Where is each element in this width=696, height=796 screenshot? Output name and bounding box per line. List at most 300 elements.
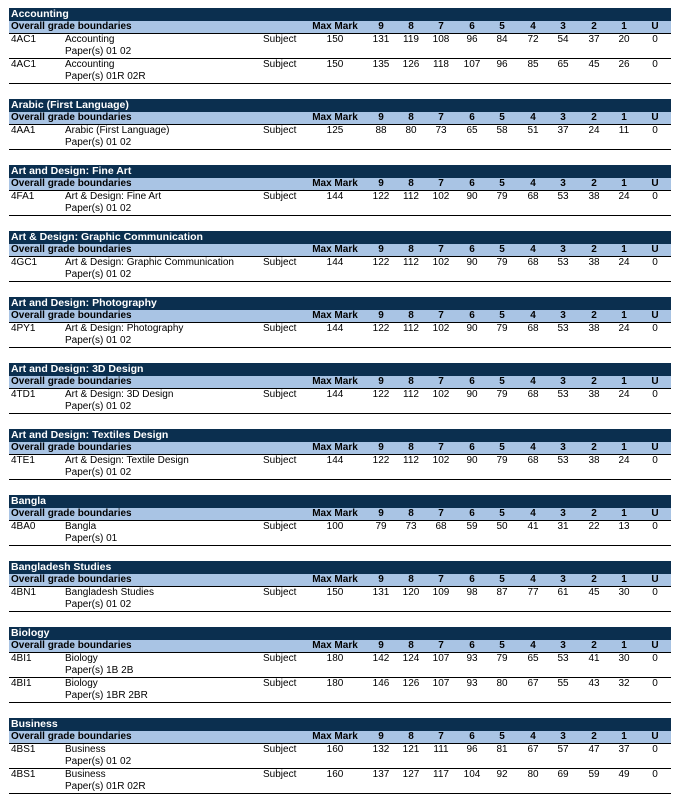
grade-header: 6: [469, 178, 475, 189]
grade-header: U: [651, 21, 659, 32]
section-title: Arabic (First Language): [9, 99, 671, 112]
grade-header: 6: [469, 112, 475, 123]
grade-boundary-value: 41: [588, 653, 600, 664]
grade-boundary-value: 68: [527, 389, 539, 400]
qualification-code: 4PY1: [11, 323, 36, 334]
grade-header: 4: [530, 442, 536, 453]
grade-boundary-value: 0: [652, 769, 658, 780]
type-label: Subject: [263, 125, 297, 136]
grade-header: 7: [438, 244, 444, 255]
papers-label: Paper(s) 01 02: [65, 599, 132, 610]
grade-boundary-value: 67: [527, 744, 539, 755]
grade-header: U: [651, 244, 659, 255]
table-row: [9, 59, 671, 84]
grade-boundary-value: 0: [652, 653, 658, 664]
papers-label: Paper(s) 01: [65, 533, 118, 544]
subject-name: Biology: [65, 678, 98, 689]
grade-header: 9: [378, 112, 384, 123]
section-gap: [9, 414, 671, 429]
grade-header: U: [651, 574, 659, 585]
grade-boundary-value: 24: [618, 191, 630, 202]
grade-boundary-value: 102: [432, 455, 450, 466]
grade-boundary-value: 93: [466, 678, 478, 689]
qualification-code: 4FA1: [11, 191, 35, 202]
grade-header: 2: [591, 244, 597, 255]
grade-header: 3: [560, 21, 566, 32]
table-row: [9, 191, 671, 216]
grade-boundary-value: 0: [652, 34, 658, 45]
grade-boundary-value: 54: [557, 34, 569, 45]
type-label: Subject: [263, 653, 297, 664]
max-mark-value: 144: [326, 389, 344, 400]
grade-boundary-value: 37: [618, 744, 630, 755]
subject-name: Accounting: [65, 59, 115, 70]
grade-boundary-value: 90: [466, 323, 478, 334]
column-header-row: [9, 640, 671, 653]
section-gap: [9, 282, 671, 297]
grade-boundary-value: 68: [527, 323, 539, 334]
subject-section: [9, 429, 671, 480]
grade-boundary-value: 119: [403, 34, 419, 45]
grade-boundary-value: 122: [372, 455, 390, 466]
subject-section: [9, 627, 671, 703]
grade-boundary-value: 0: [652, 191, 658, 202]
grade-header: 6: [469, 244, 475, 255]
grade-boundary-value: 122: [372, 389, 390, 400]
grade-header: 9: [378, 376, 384, 387]
grade-header: 6: [469, 21, 475, 32]
max-mark-header: Max Mark: [312, 731, 358, 742]
max-mark-value: 144: [326, 257, 344, 268]
grade-boundary-value: 37: [588, 34, 600, 45]
column-header-row: [9, 112, 671, 125]
grade-header: 4: [530, 508, 536, 519]
subject-name: Art & Design: Photography: [65, 323, 184, 334]
grade-header: 9: [378, 178, 384, 189]
max-mark-value: 144: [326, 455, 344, 466]
grade-boundary-value: 131: [372, 34, 390, 45]
grade-boundary-value: 0: [652, 125, 658, 136]
type-label: Subject: [263, 744, 297, 755]
grade-boundary-value: 38: [588, 257, 600, 268]
grade-header: 1: [621, 310, 627, 321]
grade-header: 1: [621, 112, 627, 123]
grade-header: 1: [621, 574, 627, 585]
section-title: Art & Design: Graphic Communication: [9, 231, 671, 244]
grade-boundary-value: 0: [652, 744, 658, 755]
grade-boundary-value: 68: [527, 455, 539, 466]
subject-section: [9, 718, 671, 794]
grade-header: 8: [408, 508, 414, 519]
grade-boundary-value: 98: [466, 587, 478, 598]
grade-boundary-value: 20: [618, 34, 630, 45]
grade-boundary-value: 112: [403, 191, 419, 202]
grade-header: 8: [408, 21, 414, 32]
grade-boundary-value: 24: [618, 389, 630, 400]
grade-header: 3: [560, 574, 566, 585]
subject-name: Bangla: [65, 521, 97, 532]
grade-boundary-value: 37: [557, 125, 569, 136]
papers-label: Paper(s) 01 02: [65, 756, 132, 767]
grade-boundary-value: 0: [652, 389, 658, 400]
grade-boundary-value: 132: [372, 744, 390, 755]
grade-boundary-value: 24: [618, 257, 630, 268]
grade-header: 5: [499, 178, 505, 189]
grade-header: 9: [378, 574, 384, 585]
grade-header: 3: [560, 244, 566, 255]
subject-name: Accounting: [65, 34, 115, 45]
table-row: [9, 521, 671, 546]
grade-boundary-value: 81: [496, 744, 508, 755]
grade-header: 9: [378, 640, 384, 651]
grade-header: 8: [408, 731, 414, 742]
qualification-code: 4BI1: [11, 653, 32, 664]
column-header-row: [9, 508, 671, 521]
grade-header: 2: [591, 310, 597, 321]
grade-boundary-value: 124: [402, 653, 420, 664]
grade-header: 7: [438, 376, 444, 387]
grade-header: 5: [499, 376, 505, 387]
grade-header: 8: [408, 112, 414, 123]
grade-boundary-value: 13: [618, 521, 630, 532]
grade-boundary-value: 38: [588, 191, 600, 202]
grade-boundary-value: 90: [466, 389, 478, 400]
table-row: [9, 678, 671, 703]
grade-boundary-value: 53: [557, 653, 569, 664]
grade-header: 1: [621, 442, 627, 453]
grade-boundary-value: 61: [557, 587, 569, 598]
grade-header: 7: [438, 21, 444, 32]
grade-boundary-value: 68: [527, 191, 539, 202]
max-mark-value: 180: [326, 653, 344, 664]
subject-name: Art & Design: Textile Design: [65, 455, 189, 466]
table-row: [9, 455, 671, 480]
subject-name: Art & Design: Graphic Communication: [65, 257, 234, 268]
papers-label: Paper(s) 01 02: [65, 335, 132, 346]
grade-header: 9: [378, 21, 384, 32]
subject-name: Business: [65, 744, 106, 755]
grade-boundary-value: 96: [466, 34, 478, 45]
grade-boundary-value: 53: [557, 455, 569, 466]
grade-boundary-value: 79: [496, 389, 508, 400]
overall-label: Overall grade boundaries: [11, 508, 132, 519]
qualification-code: 4BA0: [11, 521, 36, 532]
section-title: Art and Design: Fine Art: [9, 165, 671, 178]
overall-label: Overall grade boundaries: [11, 112, 132, 123]
grade-boundary-value: 121: [402, 744, 420, 755]
grade-header: 6: [469, 310, 475, 321]
grade-boundary-value: 41: [527, 521, 539, 532]
section-gap: [9, 546, 671, 561]
column-header-row: [9, 376, 671, 389]
table-row: [9, 653, 671, 678]
subject-section: [9, 99, 671, 150]
grade-header: 3: [560, 112, 566, 123]
overall-label: Overall grade boundaries: [11, 178, 132, 189]
grade-header: 3: [560, 508, 566, 519]
papers-label: Paper(s) 01 02: [65, 467, 132, 478]
grade-header: 4: [530, 310, 536, 321]
grade-header: 8: [408, 376, 414, 387]
type-label: Subject: [263, 678, 297, 689]
column-header-row: [9, 310, 671, 323]
grade-header: 2: [591, 442, 597, 453]
subject-section: [9, 165, 671, 216]
grade-header: 1: [621, 21, 627, 32]
grade-boundary-value: 79: [496, 323, 508, 334]
max-mark-header: Max Mark: [312, 574, 358, 585]
subject-section: [9, 495, 671, 546]
grade-boundary-value: 107: [432, 678, 450, 689]
grade-boundary-value: 24: [618, 323, 630, 334]
grade-header: 4: [530, 21, 536, 32]
grade-header: 2: [591, 574, 597, 585]
type-label: Subject: [263, 34, 297, 45]
grade-boundary-value: 38: [588, 389, 600, 400]
grade-boundary-value: 45: [588, 587, 600, 598]
grade-boundary-value: 102: [432, 191, 450, 202]
grade-boundary-value: 131: [372, 587, 390, 598]
section-title: Art and Design: 3D Design: [9, 363, 671, 376]
grade-boundary-value: 80: [496, 678, 508, 689]
overall-label: Overall grade boundaries: [11, 731, 132, 742]
qualification-code: 4BN1: [11, 587, 37, 598]
section-title: Bangladesh Studies: [9, 561, 671, 574]
qualification-code: 4AC1: [11, 34, 37, 45]
grade-header: 9: [378, 244, 384, 255]
grade-boundary-value: 49: [618, 769, 630, 780]
grade-header: 7: [438, 310, 444, 321]
type-label: Subject: [263, 769, 297, 780]
grade-boundary-value: 24: [618, 455, 630, 466]
grade-header: 2: [591, 178, 597, 189]
grade-boundary-value: 111: [433, 744, 449, 755]
grade-boundary-value: 38: [588, 455, 600, 466]
subject-section: [9, 561, 671, 612]
grade-header: 1: [621, 376, 627, 387]
subject-name: Arabic (First Language): [65, 125, 170, 136]
grade-boundary-value: 53: [557, 191, 569, 202]
grade-boundary-value: 26: [618, 59, 630, 70]
grade-boundary-value: 104: [463, 769, 481, 780]
qualification-code: 4TE1: [11, 455, 35, 466]
section-gap: [9, 480, 671, 495]
max-mark-header: Max Mark: [312, 640, 358, 651]
section-gap: [9, 84, 671, 99]
grade-header: 1: [621, 640, 627, 651]
grade-boundary-value: 88: [375, 125, 387, 136]
grade-header: 8: [408, 244, 414, 255]
subject-name: Business: [65, 769, 106, 780]
max-mark-value: 125: [326, 125, 344, 136]
grade-boundary-value: 108: [432, 34, 450, 45]
max-mark-value: 150: [326, 59, 344, 70]
max-mark-value: 100: [326, 521, 344, 532]
grade-boundary-value: 122: [372, 191, 390, 202]
section-title: Bangla: [9, 495, 671, 508]
grade-boundary-value: 79: [496, 191, 508, 202]
grade-header: U: [651, 508, 659, 519]
overall-label: Overall grade boundaries: [11, 376, 132, 387]
grade-header: 9: [378, 508, 384, 519]
grade-header: 3: [560, 376, 566, 387]
grade-boundary-value: 65: [466, 125, 478, 136]
qualification-code: 4BS1: [11, 744, 36, 755]
grade-boundary-value: 11: [618, 125, 630, 136]
column-header-row: [9, 731, 671, 744]
grade-boundary-value: 90: [466, 455, 478, 466]
qualification-code: 4BS1: [11, 769, 36, 780]
grade-boundary-value: 65: [557, 59, 569, 70]
subject-name: Biology: [65, 653, 98, 664]
grade-header: 7: [438, 731, 444, 742]
overall-label: Overall grade boundaries: [11, 442, 132, 453]
grade-header: 3: [560, 310, 566, 321]
grade-boundary-value: 43: [588, 678, 600, 689]
grade-boundary-value: 53: [557, 389, 569, 400]
grade-boundary-value: 0: [652, 587, 658, 598]
table-row: [9, 125, 671, 150]
column-header-row: [9, 21, 671, 34]
max-mark-header: Max Mark: [312, 178, 358, 189]
grade-header: U: [651, 640, 659, 651]
section-title: Accounting: [9, 8, 671, 21]
grade-boundary-value: 30: [618, 587, 630, 598]
column-header-row: [9, 244, 671, 257]
subject-section: [9, 231, 671, 282]
grade-boundary-value: 122: [372, 323, 390, 334]
grade-boundary-value: 79: [496, 257, 508, 268]
grade-boundary-value: 87: [496, 587, 508, 598]
grade-header: 7: [438, 178, 444, 189]
max-mark-header: Max Mark: [312, 442, 358, 453]
grade-boundary-value: 38: [588, 323, 600, 334]
grade-header: 5: [499, 574, 505, 585]
grade-boundary-value: 73: [435, 125, 447, 136]
grade-header: 4: [530, 376, 536, 387]
grade-boundary-value: 96: [496, 59, 508, 70]
grade-header: 2: [591, 376, 597, 387]
subject-name: Art & Design: 3D Design: [65, 389, 174, 400]
subject-section: [9, 8, 671, 84]
grade-header: 7: [438, 112, 444, 123]
grade-boundary-value: 0: [652, 521, 658, 532]
grade-header: 4: [530, 574, 536, 585]
overall-label: Overall grade boundaries: [11, 574, 132, 585]
grade-header: U: [651, 731, 659, 742]
grade-boundary-value: 79: [375, 521, 387, 532]
max-mark-header: Max Mark: [312, 310, 358, 321]
max-mark-value: 150: [326, 587, 344, 598]
grade-boundary-value: 58: [496, 125, 508, 136]
grade-boundary-value: 0: [652, 59, 658, 70]
max-mark-value: 160: [326, 769, 344, 780]
type-label: Subject: [263, 257, 297, 268]
section-gap: [9, 612, 671, 627]
max-mark-header: Max Mark: [312, 112, 358, 123]
type-label: Subject: [263, 455, 297, 466]
max-mark-header: Max Mark: [312, 508, 358, 519]
grade-boundary-value: 47: [588, 744, 600, 755]
max-mark-value: 144: [326, 323, 344, 334]
grade-header: 8: [408, 310, 414, 321]
grade-header: 1: [621, 508, 627, 519]
grade-header: 2: [591, 731, 597, 742]
grade-boundary-value: 96: [466, 744, 478, 755]
grade-header: 5: [499, 731, 505, 742]
column-header-row: [9, 574, 671, 587]
column-header-row: [9, 442, 671, 455]
grade-boundary-value: 102: [432, 389, 450, 400]
grade-header: 6: [469, 442, 475, 453]
section-gap: [9, 703, 671, 718]
grade-boundary-value: 127: [402, 769, 420, 780]
grade-header: 4: [530, 112, 536, 123]
grade-boundary-value: 77: [527, 587, 539, 598]
grade-boundary-value: 53: [557, 323, 569, 334]
grade-boundary-value: 137: [372, 769, 390, 780]
grade-header: 9: [378, 731, 384, 742]
grade-header: 6: [469, 731, 475, 742]
subject-section: [9, 297, 671, 348]
max-mark-value: 144: [326, 191, 344, 202]
table-row: [9, 769, 671, 794]
papers-label: Paper(s) 01R 02R: [65, 781, 146, 792]
table-row: [9, 744, 671, 769]
grade-header: 6: [469, 640, 475, 651]
grade-header: 6: [469, 508, 475, 519]
grade-boundary-value: 53: [557, 257, 569, 268]
grade-boundary-value: 92: [496, 769, 508, 780]
grade-boundary-value: 51: [527, 125, 539, 136]
subject-name: Bangladesh Studies: [65, 587, 154, 598]
grade-header: 7: [438, 442, 444, 453]
grade-header: 6: [469, 574, 475, 585]
max-mark-value: 160: [326, 744, 344, 755]
papers-label: Paper(s) 1BR 2BR: [65, 690, 148, 701]
grade-header: 8: [408, 442, 414, 453]
grade-boundary-value: 117: [433, 769, 449, 780]
overall-label: Overall grade boundaries: [11, 310, 132, 321]
table-row: [9, 389, 671, 414]
grade-header: U: [651, 178, 659, 189]
grade-boundary-value: 69: [557, 769, 569, 780]
grade-boundary-value: 24: [588, 125, 600, 136]
grade-header: 3: [560, 178, 566, 189]
grade-boundary-value: 85: [527, 59, 539, 70]
type-label: Subject: [263, 389, 297, 400]
max-mark-header: Max Mark: [312, 244, 358, 255]
grade-boundary-value: 45: [588, 59, 600, 70]
subject-section: [9, 363, 671, 414]
grade-header: 6: [469, 376, 475, 387]
grade-boundary-value: 84: [496, 34, 508, 45]
grade-header: 8: [408, 640, 414, 651]
grade-boundary-value: 107: [463, 59, 481, 70]
grade-header: 2: [591, 112, 597, 123]
grade-boundary-value: 120: [402, 587, 420, 598]
grade-boundary-value: 67: [527, 678, 539, 689]
section-gap: [9, 348, 671, 363]
papers-label: Paper(s) 01 02: [65, 46, 132, 57]
grade-header: 5: [499, 508, 505, 519]
grade-boundary-value: 90: [466, 191, 478, 202]
papers-label: Paper(s) 01 02: [65, 137, 132, 148]
papers-label: Paper(s) 01 02: [65, 401, 132, 412]
grade-boundary-value: 22: [588, 521, 600, 532]
grade-header: 5: [499, 442, 505, 453]
grade-boundary-value: 126: [402, 59, 420, 70]
